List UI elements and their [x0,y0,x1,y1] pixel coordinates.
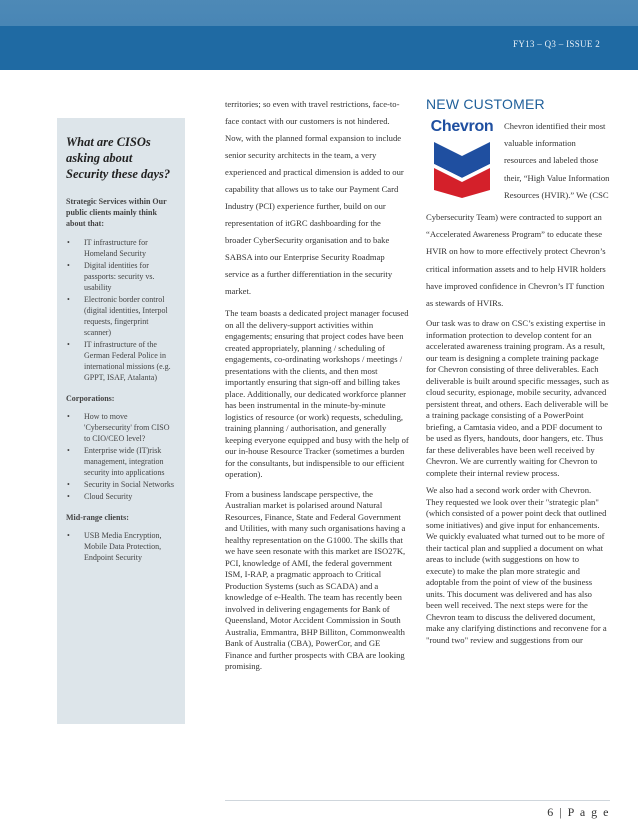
team-paragraph: The team boasts a dedicated project manager focused on all the delivery-support activities within engagements; ensuring that project codes have been created appropriately, planning / scheduling of engagements, co-ordinating workshops / meetings / presentations with the clients, and then most importantly ensuring that sign-off and billing takes place. Additionally, our dedicated workforce planner has been instrumental in the minute-by-minute logistics of resource (or work) requests, scheduling, training planning / authorisation, and generally keeping everyone equipped and busy with the help of our in-house Resource Tracker (sometimes a burden for the consultants, but indispensible to our efficient operation). [225,308,409,479]
midrange-list [66,530,176,563]
list-item: • IT infrastructure for Homeland Security [66,237,176,259]
logo-side-text: Chevron identified their most valuable information resources and labeled those their, “High Value Information Resources (HVIR).” We (CSC [504,121,610,200]
footer-divider [225,800,610,801]
midrange-heading: Mid-range clients: [66,513,129,522]
list-item: • Cloud Security [66,491,176,502]
sidebar-intro: Strategic Services within Our public clients mainly think about that: [66,197,167,228]
list-item: • Security in Social Networks [66,479,176,490]
sidebar-title: What are CISOs asking about Security these days? [66,135,171,181]
logo-wordmark: Chevron [430,118,494,135]
intro-paragraph: territories; so even with travel restrictions, face-to-face contact with our customers is not hindered. Now, with the planned formal expansion to include senior security architects in the team, a very experienced and practical dimension is added to our capability that allows us to take our Payment Card Industry (PCI) experience further, build on our representation of itGRC dashboarding for the broader CyberSecurity organisation and to bake SABSA into our Enterprise Security Roadmap service as a further differentiation in the security market. [225,99,404,296]
market-paragraph: From a business landscape perspective, the Australian market is polarised around Natural Resources, Finance, State and Federal Government and Utilities, with many such organisations having a healthy representation on the G1000. The skills that we have seen resonate with this market are ISO27K, PCI, knowledge of AMI, the federal government ISM, I-RAP, a pragmatic approach to Critical Production Systems (such as SCADA) and a knowledge of e-Health. The team has recently been involved in delivering engagements for Bank of Queensland, Motor Accident Commission in South Australia, Emmantra, BHP Billiton, Commonwealth Bank of Australia (CBA), PowerCor, and GE Finance and further prospects with CBA are looking promising. [225,488,406,671]
public-list [66,237,176,383]
list-item: • Digital identities for passports: security vs. usability [66,260,176,293]
list-item: • USB Media Encryption, Mobile Data Protection, Endpoint Security [66,530,176,563]
column-two [225,96,409,681]
sidebar [57,118,185,724]
list-item: • Electronic border control (digital identities, Interpol requests, fingerprint scanner) [66,294,176,338]
contract-paragraph: Cybersecurity Team) were contracted to support an “Accelerated Awareness Program” to educate these HVIR on how to more effectively protect Chevron’s critical information assets and to help HVIR holders have improved confidence in Chevron’s IT function as stewards of HVIRs. [426,212,606,309]
column-three [426,96,610,645]
section-heading: NEW CUSTOMER [426,96,545,112]
list-item: • IT infrastructure of the German Federal Police in international missions (e.g. GPPT, ISAF, Atalanta) [66,339,176,383]
list-item: • Enterprise wide (IT)risk management, integration security into applications [66,445,176,478]
list-item: • How to move 'Cybersecurity' from CISO to CIO/CEO level? [66,411,176,444]
after-logo-text [426,209,610,652]
page-number: 6 | P a g e [547,805,610,819]
header-band [0,0,638,70]
chevron-logo [426,118,498,196]
work-order-paragraph: We also had a second work order with Chevron. They requested we look over their "strategic plan" (which consisted of a power point deck that outlined some initiatives) and give input for enhancements. We quickly evaluated what turned out to be more of their tactical plan and supplied a document on what areas to include (with suggestions on how to execute) to make the plan more strategic and adoptable from the point of view of the business units. This document was delivered and has also been well received. The next steps were for the Chevron team to discuss the delivered document, make any clarifying distinctions and reconvene for a "round two" review and suggestions from our [426,485,607,645]
corporations-heading: Corporations: [66,394,115,403]
issue-label: FY13 – Q3 – ISSUE 2 [513,39,600,49]
corporations-list [66,411,176,502]
chevron-emblem-icon [426,138,498,198]
task-paragraph: Our task was to draw on CSC’s existing expertise in information protection to develop content for an accelerated awareness training program. As a result, our team is designing a complete training package for Chevron consisting of three deliverables. Each deliverable is built around specific messages, such as cloud security, espionage, mobile security, advanced persistent threat, and others. Each deliverable will be a training package consisting of a PowerPoint briefing, a Camtasia video, and a PDF document to be used as flyers, handouts, door hangers, etc. Thus far these deliverables have been well received by Chevron. We are currently waiting for Chevron to complete their internal review process. [426,318,609,478]
